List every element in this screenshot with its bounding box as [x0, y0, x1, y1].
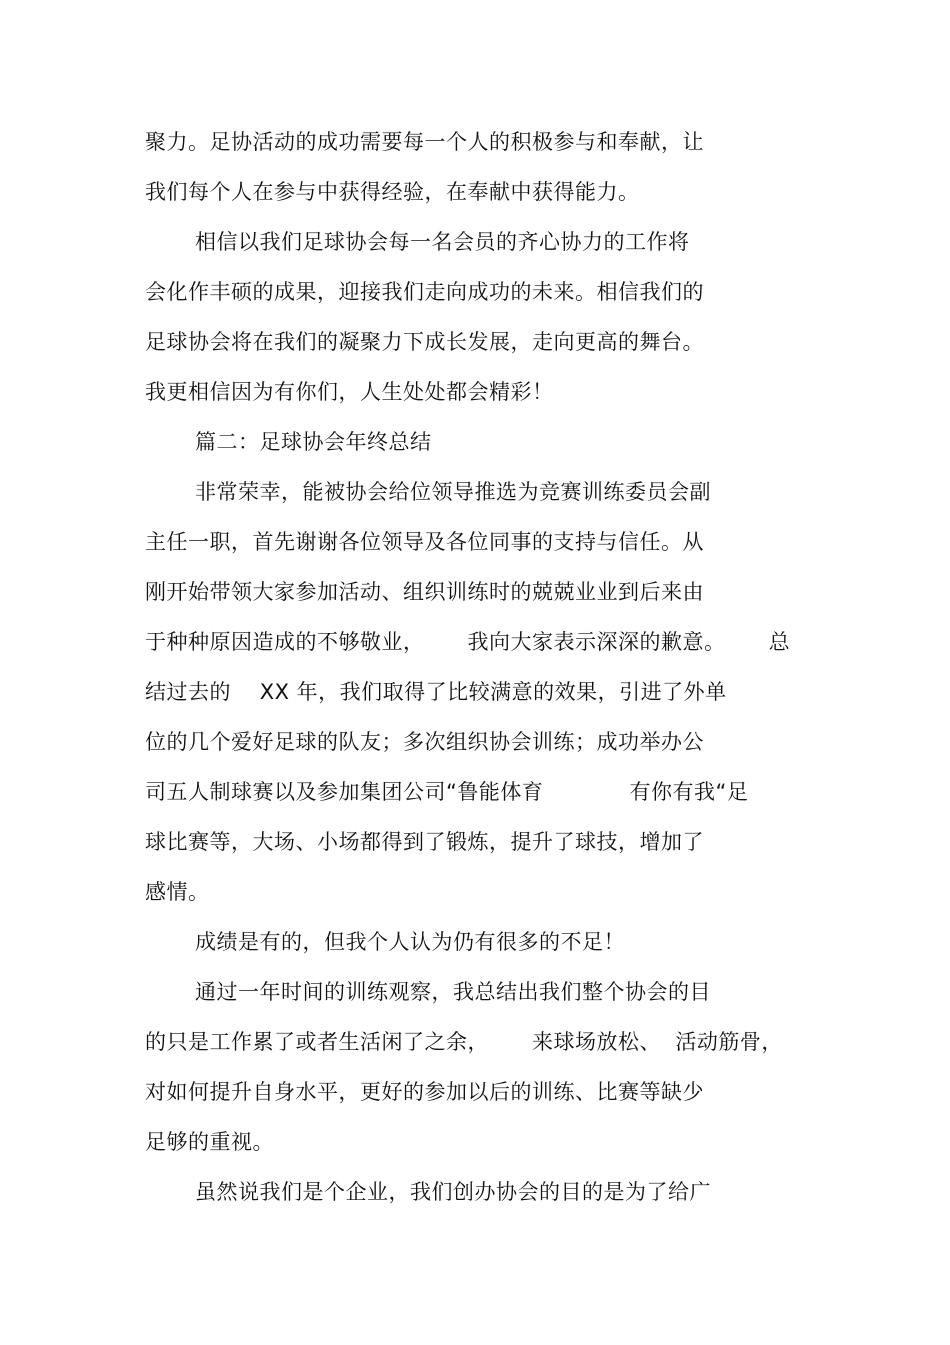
text-line-2: 我们每个人在参与中获得经验，在奉献中获得能力。 [145, 180, 640, 204]
text-line-9: 主任一职，首先谢谢各位领导及各位同事的支持与信任。从 [145, 530, 704, 554]
section-heading: 篇二：足球协会年终总结 [195, 430, 432, 454]
text-line-5: 足球协会将在我们的凝聚力下成长发展，走向更高的舞台。 [145, 330, 704, 354]
text-line-14: 司五人制球赛以及参加集团公司“鲁能体育 有你有我“足 [145, 780, 749, 804]
text-line-1: 聚力。足协活动的成功需要每一个人的积极参与和奉献，让 [145, 130, 704, 154]
paragraph-start-line: 通过一年时间的训练观察，我总结出我们整个协会的目 [195, 980, 711, 1004]
text-line-19: 的只是工作累了或者生活闲了之余， 来球场放松、 活动筋骨， [145, 1030, 783, 1054]
paragraph-start-line: 成绩是有的，但我个人认为仍有很多的不足！ [195, 930, 625, 954]
text-line-4: 会化作丰硕的成果，迎接我们走向成功的未来。相信我们的 [145, 280, 704, 304]
paragraph-start-line: 虽然说我们是个企业，我们创办协会的目的是为了给广 [195, 1180, 711, 1204]
text-line-10: 刚开始带领大家参加活动、组织训练时的兢兢业业到后来由 [145, 580, 704, 604]
text-line-12: 结过去的 XX 年，我们取得了比较满意的效果，引进了外单 [145, 680, 727, 704]
text-line-15: 球比赛等，大场、小场都得到了锻炼，提升了球技，增加了 [145, 830, 704, 854]
text-line-21: 足够的重视。 [145, 1130, 274, 1154]
text-line-11: 于种种原因造成的不够敬业， 我向大家表示深深的歉意。 总 [145, 630, 791, 654]
text-line-6: 我更相信因为有你们，人生处处都会精彩！ [145, 380, 554, 404]
text-line-13: 位的几个爱好足球的队友；多次组织协会训练；成功举办公 [145, 730, 704, 754]
paragraph-start-line: 非常荣幸，能被协会给位领导推选为竞赛训练委员会副 [195, 480, 711, 504]
paragraph-start-line: 相信以我们足球协会每一名会员的齐心协力的工作将 [195, 230, 690, 254]
text-line-20: 对如何提升自身水平，更好的参加以后的训练、比赛等缺少 [145, 1080, 704, 1104]
text-line-16: 感情。 [145, 880, 210, 904]
